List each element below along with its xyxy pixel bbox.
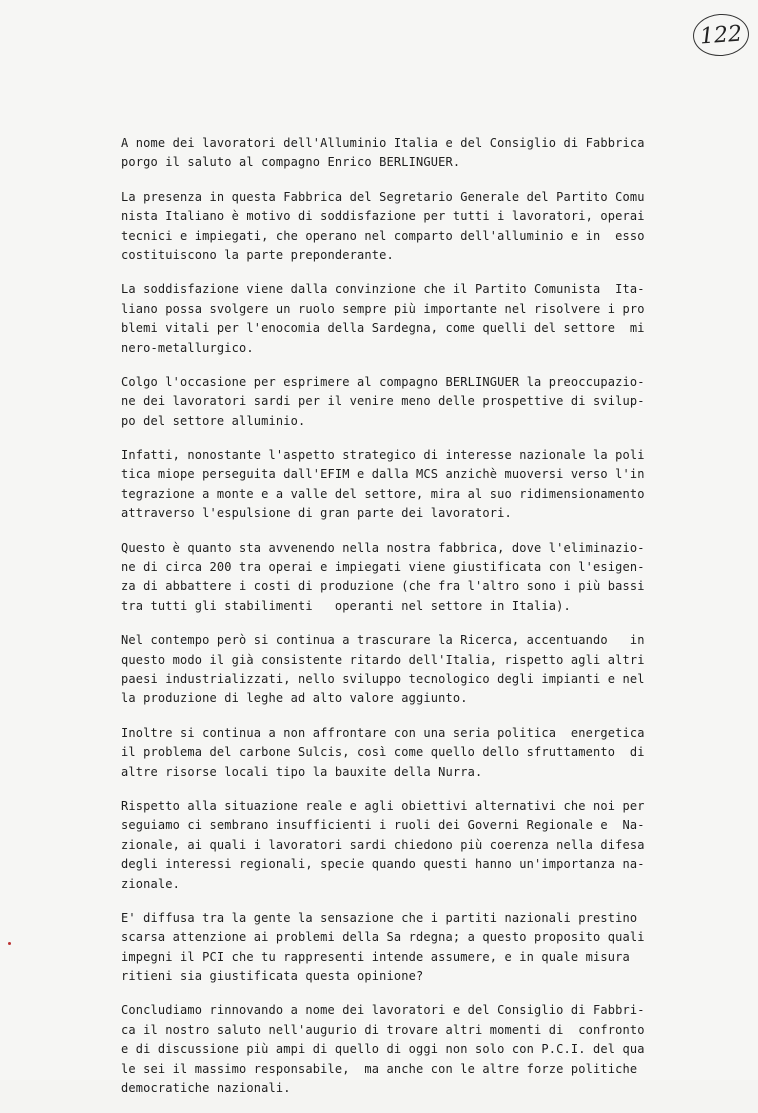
text-line: za di abbattere i costi di produzione (che fra l'altro sono i più bassi: [121, 579, 645, 594]
text-line: Colgo l'occasione per esprimere al compagno BERLINGUER la preoccupazio-: [121, 374, 645, 389]
paragraph: [121, 134, 667, 173]
text-line: le sei il massimo responsabile, ma anche con le altre forze politiche: [121, 1061, 638, 1076]
text-line: La presenza in questa Fabbrica del Segretario Generale del Partito Comu: [121, 189, 645, 204]
text-line: Infatti, nonostante l'aspetto strategico di interesse nazionale la poli: [121, 448, 645, 463]
text-line: nista Italiano è motivo di soddisfazione per tutti i lavoratori, operai: [121, 209, 645, 224]
text-line: seguiamo ci sembrano insufficienti i ruoli dei Governi Regionale e Na-: [121, 818, 645, 833]
paragraph: [121, 724, 667, 782]
text-line: Concludiamo rinnovando a nome dei lavoratori e del Consiglio di Fabbri-: [121, 1003, 645, 1018]
text-line: po del settore alluminio.: [121, 413, 306, 428]
paragraph: [121, 539, 667, 617]
text-line: e di discussione più ampi di quello di oggi non solo con P.C.I. del qua: [121, 1042, 645, 1057]
text-line: La soddisfazione viene dalla convinzione che il Partito Comunista Ita-: [121, 282, 645, 297]
text-line: attraverso l'espulsione di gran parte dei lavoratori.: [121, 506, 512, 521]
paragraph: [121, 909, 667, 987]
text-line: E' diffusa tra la gente la sensazione che i partiti nazionali prestino: [121, 910, 638, 925]
text-line: degli interessi regionali, specie quando questi hanno un'importanza na-: [121, 857, 645, 872]
paragraph: [121, 280, 667, 358]
text-line: zionale, ai quali i lavoratori sardi chiedono più coerenza nella difesa: [121, 837, 645, 852]
text-line: ne dei lavoratori sardi per il venire meno delle prospettive di svilup-: [121, 394, 645, 409]
text-line: scarsa attenzione ai problemi della Sa rdegna; a questo proposito quali: [121, 930, 645, 945]
text-line: impegni il PCI che tu rappresenti intende assumere, e in quale misura: [121, 949, 630, 964]
text-line: Nel contempo però si continua a trascurare la Ricerca, accentuando in: [121, 633, 645, 648]
paragraph: [121, 1001, 667, 1098]
text-line: tica miope perseguita dall'EFIM e dalla MCS anzichè muoversi verso l'in: [121, 467, 645, 482]
text-line: democratiche nazionali.: [121, 1081, 291, 1096]
text-line: porgo il saluto al compagno Enrico BERLINGUER.: [121, 155, 461, 170]
paragraph: [121, 373, 667, 431]
text-line: Questo è quanto sta avvenendo nella nostra fabbrica, dove l'eliminazio-: [121, 540, 645, 555]
paragraph: [121, 631, 667, 709]
text-line: il problema del carbone Sulcis, così come quello dello sfruttamento di: [121, 745, 645, 760]
text-line: A nome dei lavoratori dell'Alluminio Italia e del Consiglio di Fabbrica: [121, 136, 645, 150]
text-line: liano possa svolgere un ruolo sempre più importante nel risolvere i pro: [121, 301, 645, 316]
letter-body: [121, 134, 667, 1113]
page-number: 122: [692, 12, 751, 58]
paragraph: [121, 446, 667, 524]
text-line: tecnici e impiegati, che operano nel comparto dell'alluminio e in esso: [121, 228, 645, 243]
paragraph: [121, 188, 667, 266]
paragraph: [121, 797, 667, 894]
text-line: questo modo il già consistente ritardo dell'Italia, rispetto agli altri: [121, 652, 645, 667]
text-line: ca il nostro saluto nell'augurio di trovare altri momenti di confronto: [121, 1022, 645, 1037]
text-line: altre risorse locali tipo la bauxite della Nurra.: [121, 764, 483, 779]
text-line: ritieni sia giustificata questa opinione?: [121, 969, 424, 984]
text-line: ne di circa 200 tra operai e impiegati viene giustificata con l'esigen-: [121, 560, 645, 575]
text-line: tegrazione a monte e a valle del settore, mira al suo ridimensionamento: [121, 486, 645, 501]
text-line: nero-metallurgico.: [121, 340, 254, 355]
text-line: zionale.: [121, 876, 180, 891]
ink-mark: [8, 942, 11, 945]
text-line: blemi vitali per l'enocomia della Sardegna, come quelli del settore mi: [121, 321, 645, 336]
text-line: paesi industrializzati, nello sviluppo tecnologico degli impianti e nel: [121, 671, 645, 686]
text-line: costituiscono la parte preponderante.: [121, 247, 394, 262]
text-line: tra tutti gli stabilimenti operanti nel settore in Italia).: [121, 598, 571, 613]
text-line: Rispetto alla situazione reale e agli obiettivi alternativi che noi per: [121, 798, 645, 813]
text-line: la produzione di leghe ad alto valore aggiunto.: [121, 691, 468, 706]
text-line: Inoltre si continua a non affrontare con una seria politica energetica: [121, 725, 645, 740]
